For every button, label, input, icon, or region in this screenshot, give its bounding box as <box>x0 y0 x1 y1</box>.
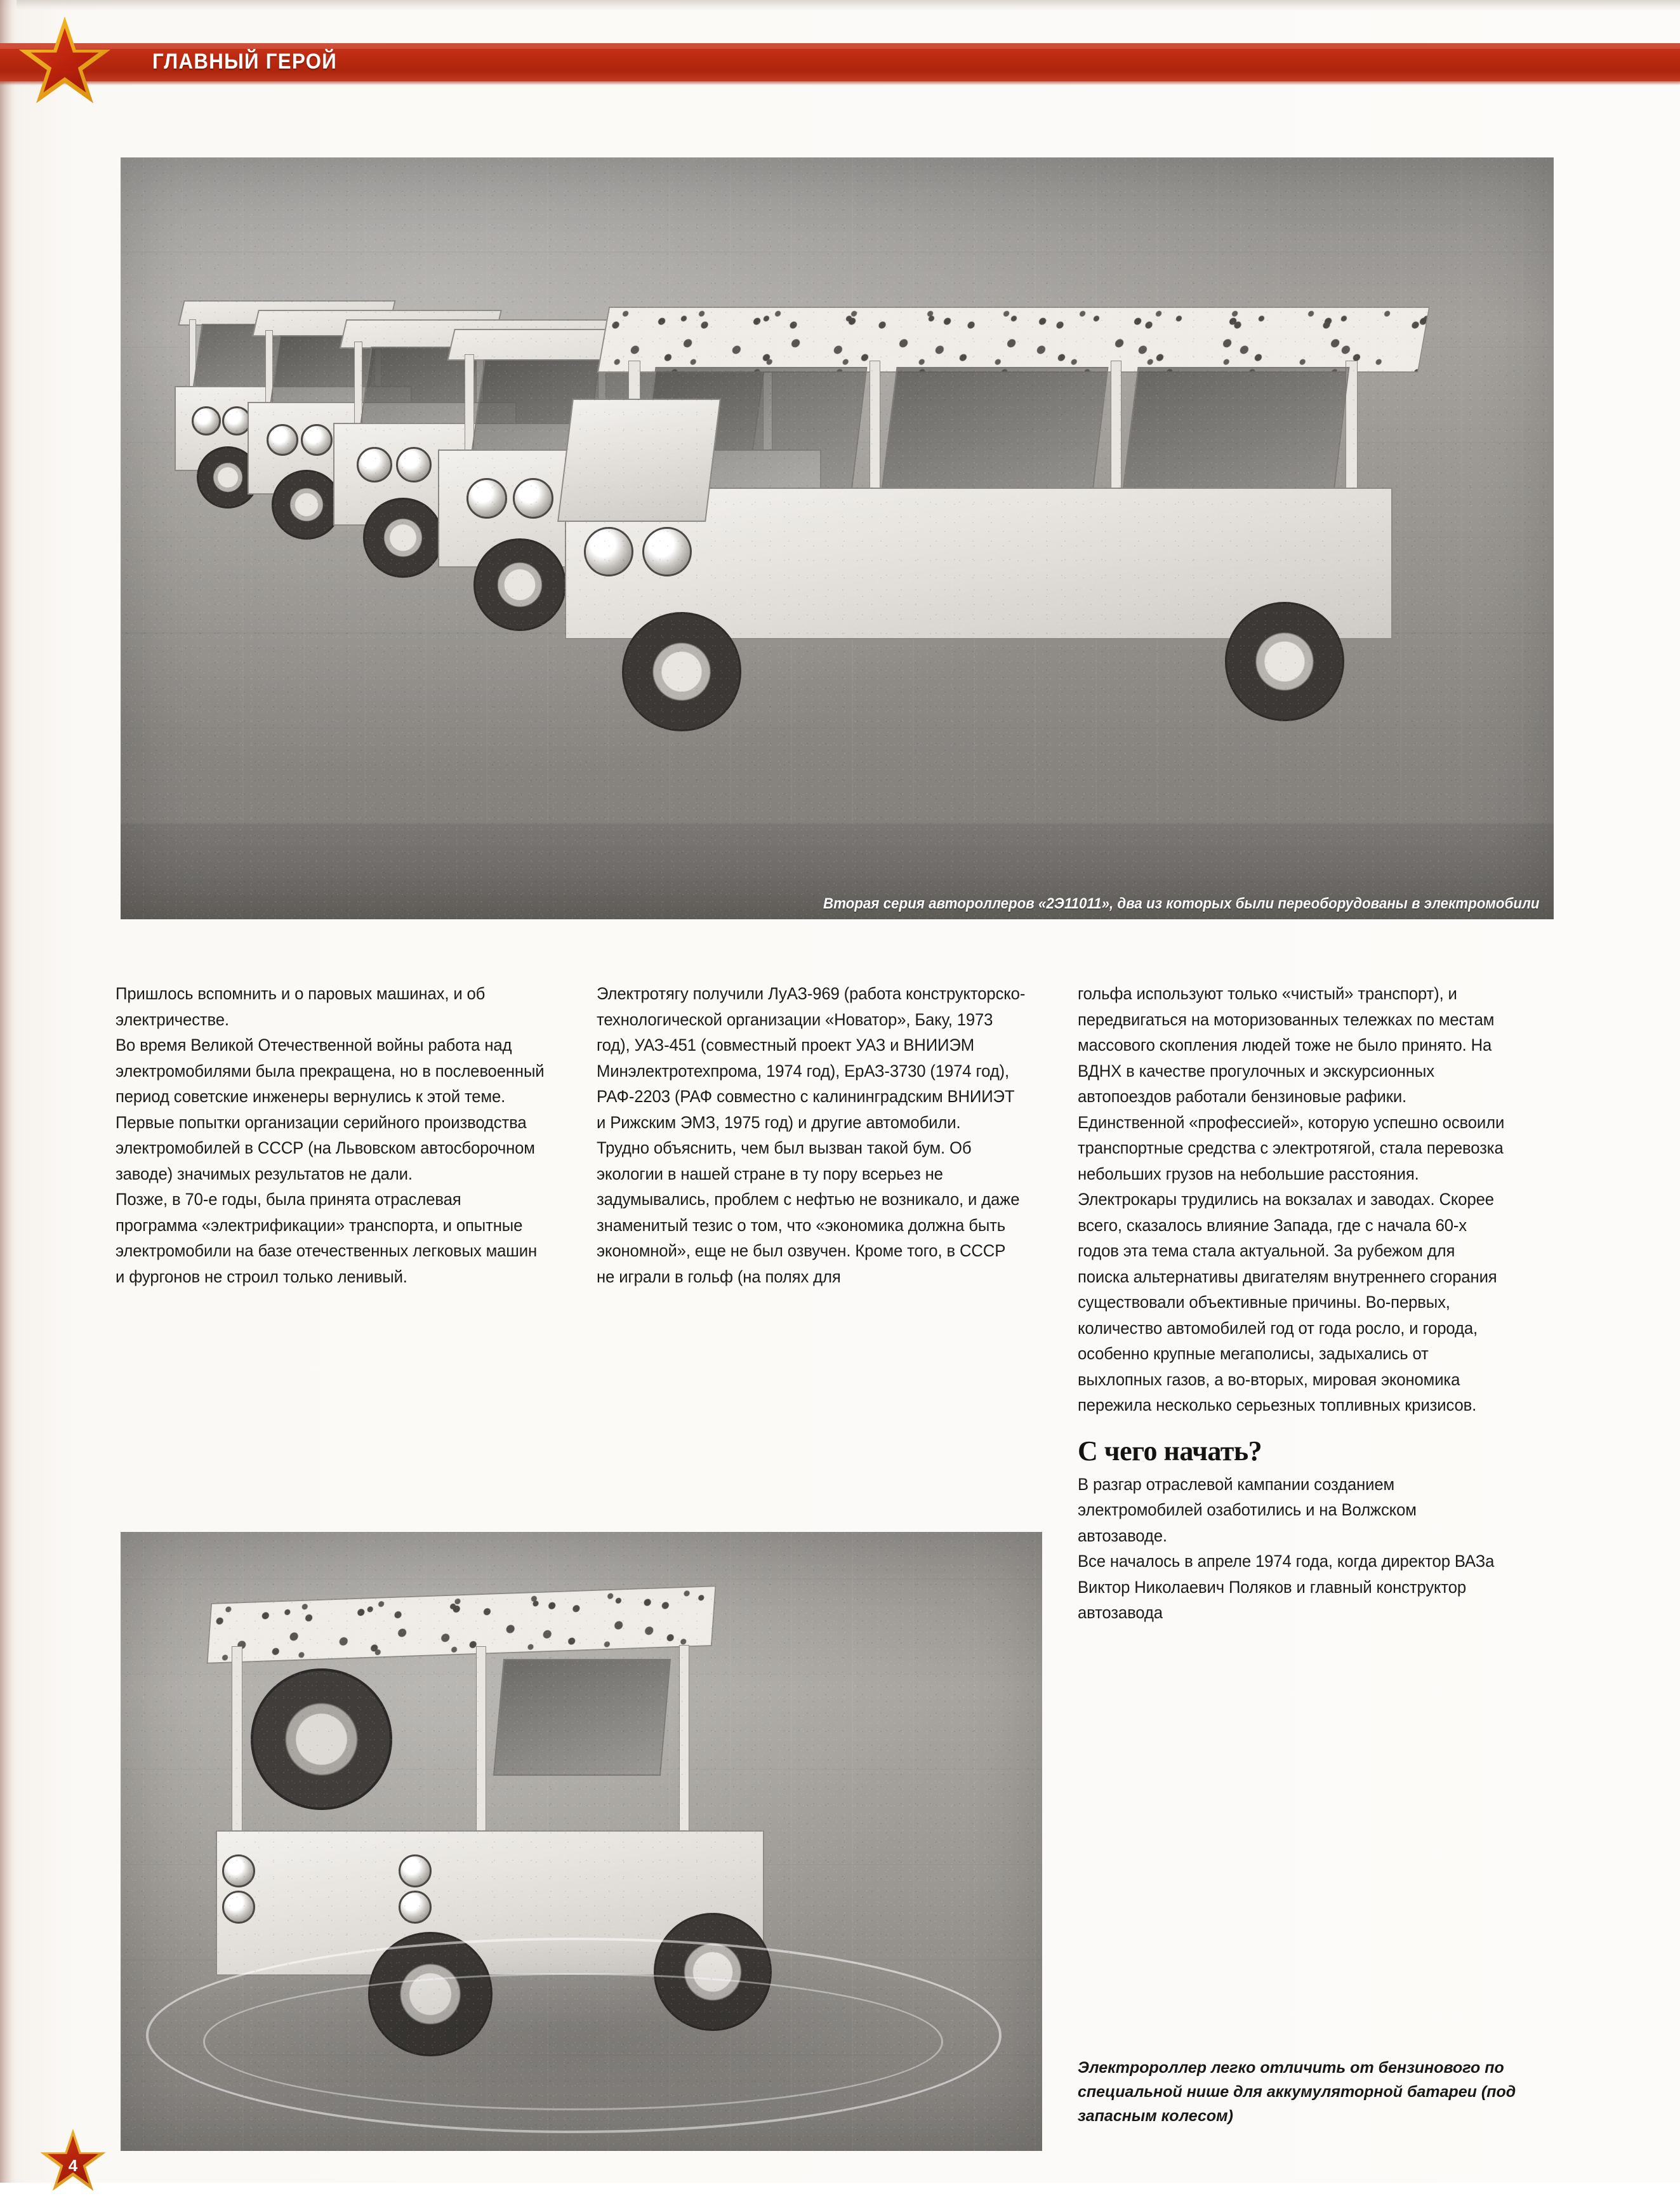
section-title: ГЛАВНЫЙ ГЕРОЙ <box>152 50 338 74</box>
text-column-2 <box>597 981 1041 1289</box>
photo-bottom <box>121 1532 1042 2151</box>
header-band-highlight <box>0 43 1680 49</box>
paragraph: Пришлось вспомнить и о паровых машинах, и об электричестве. <box>116 984 486 1029</box>
subheading-where-to-start: С чего начать? <box>1078 1435 1262 1467</box>
photo-top-caption: Вторая серия автороллеров «2Э11011», два из которых были переоборудованы в электромобили <box>823 895 1540 912</box>
photo-bottom-caption: Электророллер легко отличить от бензинового по специальной нише для аккумуляторной батареи (под запасным колесом) <box>1078 2059 1516 2125</box>
scan-edge-top <box>0 0 1680 10</box>
paragraph: Во время Великой Отечественной войны работа над электромобилями была прекращена, но в послевоенный период советские инженеры вернулись к этой теме. Первые попытки организации серийного производства электромобилей в СССР (на Львовском автосборочном заводе) значимых результатов не дали. <box>116 1035 545 1183</box>
text-column-3 <box>1078 981 1522 1626</box>
paragraph: гольфа используют только «чистый» транспорт), и передвигаться на моторизованных тележках по местам массового скопления людей тоже не было принято. На ВДНХ в качестве прогулочных и экскурсионных автопоездов работали бензиновые рафики. Единственной «профессией», которую успешно освоили транспортные средства с электротягой, стала перевозка небольших грузов на небольшие расстояния. Электрокары трудились на вокзалах и заводах. Скорее всего, сказалось влияние Запада, где с начала 60-х годов эта тема стала актуальной. За рубежом для поиска альтернативы двигателям внутреннего сгорания существовали объективные причины. Во-первых, количество автомобилей год от года росло, и города, особенно крупные мегаполисы, задыхались от выхлопных газов, а во-вторых, мировая экономика пережила несколько серьезных топливных кризисов. <box>1078 984 1505 1414</box>
page-number: 4 <box>68 2156 78 2175</box>
photo-grain <box>121 1532 1042 2151</box>
text-column-1 <box>116 981 560 1289</box>
paragraph: Электротягу получили ЛуАЗ-969 (работа конструкторско-технологической организации «Новатор», Баку, 1973 год), УАЗ-451 (совместный проект УАЗ и ВНИИЭМ Минэлектротехпрома, 1974 год), ЕрАЗ-3730 (1974 год), РАФ-2203 (РАФ совместно с калининградским ВНИИЭТ и Рижским ЭМЗ, 1975 год) и другие автомобили. <box>597 984 1026 1132</box>
paragraph: Позже, в 70-е годы, была принята отраслевая программа «электрификации» транспорта, и опытные электромобили на базе отечественных легковых машин и фургонов не строил только ленивый. <box>116 1190 537 1286</box>
photo-top <box>121 157 1554 919</box>
photo-grain <box>121 157 1554 919</box>
header-band-shadow <box>0 81 1680 85</box>
photo-caption-strip <box>750 890 1554 919</box>
paragraph: Все началось в апреле 1974 года, когда директор ВАЗа Виктор Николаевич Поляков и главный конструктор автозавода <box>1078 1552 1495 1622</box>
paragraph: В разгар отраслевой кампании созданием электромобилей озаботились и на Волжском автозаводе. <box>1078 1474 1417 1545</box>
scan-edge-left <box>0 0 17 2183</box>
paragraph: Трудно объяснить, чем был вызван такой бум. Об экологии в нашей стране в ту пору всерьез не задумывались, проблем с нефтью не возникало, и даже знаменитый тезис о том, что «экономика должна быть экономной», еще не был озвучен. Кроме того, в СССР не играли в гольф (на полях для <box>597 1138 1020 1286</box>
